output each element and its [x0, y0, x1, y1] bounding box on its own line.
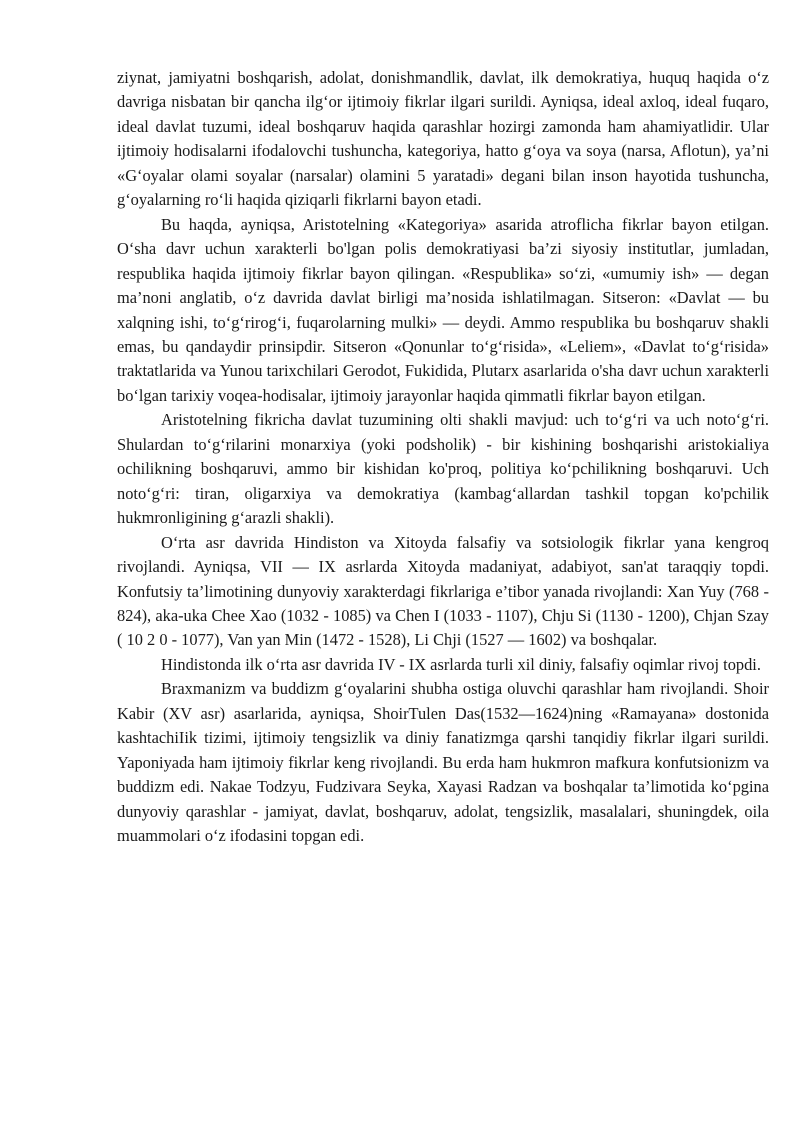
- paragraph-continuation: ziynat, jamiyatni boshqarish, adolat, donishmandlik, davlat, ilk demokratiya, huquq haqida o‘z davriga nisbatan bir qancha ilg‘or ijtimoiy fikrlar ilgari surildi. Ayniqsa, ideal axloq, ideal fuqaro, ideal davlat tuzumi, ideal boshqaruv haqida qarashlar hozirgi zamonda ham ahamiyatlidir. Ular ijtimoiy hodisalarni ifodalovchi tushuncha, kategoriya, hatto g‘oya va soya (narsa, Aflotun), ya’ni «G‘oyalar olami soyalar (narsalar) olamini 5 yaratadi» degani bilan inson hayotida tushuncha, g‘oyalarning ro‘li haqida qiziqarli fikrlarni bayon etadi.: [117, 68, 769, 210]
- paragraph-india: Hindistonda ilk o‘rta asr davrida IV - IX asrlarda turli xil diniy, falsafiy oqimlar rivoj topdi.: [161, 654, 761, 674]
- paragraph-brahmanism-japan: Braxmanizm va buddizm g‘oyalarini shubha ostiga oluvchi qarashlar ham rivojlandi. Shoir Kabir (XV asr) asarlarida, ayniqsa, ShoirTulen Das(1532—1624)ning «Ramayana» dostonida kashtachiIik tizimi, ijtimoiy tengsizlik va diniy fanatizmga qarshi tanqidiy fikrlar ilgari surildi. Yaponiyada ham ijtimoiy fikrlar keng rivojlandi. Bu erda ham hukmron mafkura konfutsionizm va buddizm edi. Nakae Todzyu, Fudzivara Seyka, Xayasi Radzan va boshqalar ta’limotida ko‘pgina dunyoviy qarashlar - jamiyat, davlat, boshqaruv, adolat, tengsizlik, masalalari, shuningdek, oila muammolari o‘z ifodasini topgan edi.: [117, 679, 769, 846]
- paragraph-aristotle-categories: Bu haqda, ayniqsa, Aristotelning «Kategoriya» asarida atroflicha fikrlar bayon etilgan. O‘sha davr uchun xarakterli bo'lgan polis demokratiyasi ba’zi siyosiy institutlar, jumladan, respublika haqida ijtimoiy fikrlar bayon qilingan. «Respublika» so‘zi, «umumiy ish» — degan ma’noni anglatib, o‘z davrida davlat birligi ma’nosida ishlatilmagan. Sitseron: «Davlat — bu xalqning ishi, to‘g‘rirog‘i, fuqarolarning mulki» — deydi. Ammo respublika bu boshqaruv shakli emas, bu qandaydir prinsipdir. Sitseron «Qonunlar to‘g‘risida», «Leliem», «Davlat to‘g‘risida» traktatlarida va Yunou tarixchilari Gerodot, Fukidida, Plutarx asarlarida o'sha davr uchun xarakterli bo‘lgan tarixiy voqea-hodisalar, ijtimoiy jarayonlar haqida qimmatli fikrlar bayon etilgan.: [117, 214, 769, 405]
- document-page: [117, 66, 769, 849]
- paragraph-middle-ages-china: O‘rta asr davrida Hindiston va Xitoyda falsafiy va sotsiologik fikrlar yana kengroq rivojlandi. Ayniqsa, VII — IX asrlarda Xitoyda madaniyat, adabiyot, san'at taraqqiy topdi. Konfutsiy ta’limotining dunyoviy xarakterdagi fikrlariga e’tibor yanada rivojlandi: Xan Yuy (768 - 824), aka-uka Chee Xao (1032 - 1085) va Chen I (1033 - 1107), Chju Si (1130 - 1200), Chjan Szay ( 10 2 0 - 1077), Van yan Min (1472 - 1528), Li Chji (1527 — 1602) va boshqalar.: [117, 532, 769, 650]
- paragraph-aristotle-state-forms: Aristotelning fikricha davlat tuzumining olti shakli mavjud: uch to‘g‘ri va uch noto‘g‘ri. Shulardan to‘g‘rilarini monarxiya (yoki podsholik) - bir kishining boshqarishi aristokialiya ochilikning boshqaruvi, ammo bir kishidan ko'proq, politiya ko‘pchilikning boshqaruvi. Uch noto‘g‘ri: tiran, oligarxiya va demokratiya (kambag‘allardan tashkil topgan ko'pchilik hukmronligining g‘arazli shakli).: [117, 410, 769, 528]
